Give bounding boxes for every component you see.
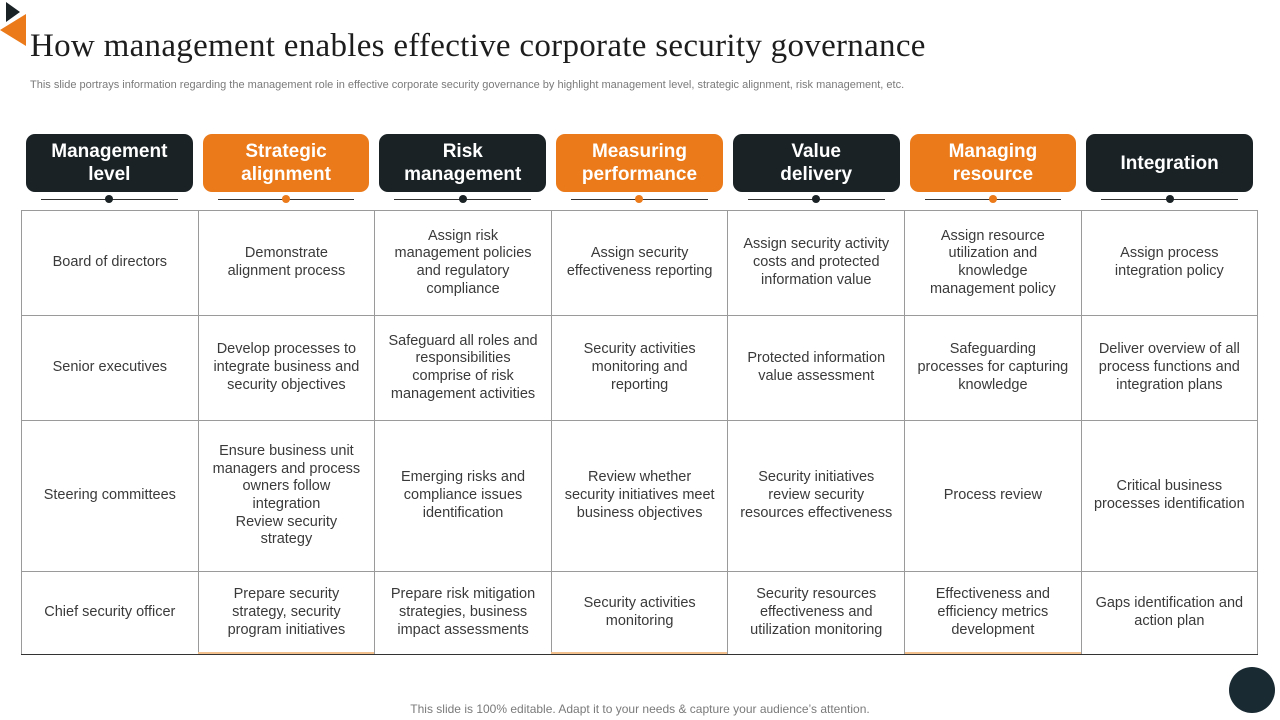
column-header bbox=[905, 134, 1082, 204]
cell-line: Safeguarding bbox=[949, 341, 1036, 358]
cell-line: integration plans bbox=[1116, 376, 1223, 393]
cell-line: Board of directors bbox=[52, 254, 168, 271]
accent-line bbox=[905, 652, 1081, 654]
cell-line: Ensure business unit bbox=[219, 442, 354, 459]
cell-line: managers and process bbox=[212, 460, 361, 477]
cell-line: compliance bbox=[426, 280, 500, 297]
table-cell bbox=[1081, 421, 1257, 572]
cell-line: Steering committees bbox=[43, 487, 176, 504]
cell-line: efficiency metrics bbox=[937, 604, 1049, 621]
cell-line: Review security bbox=[235, 513, 338, 530]
table-row bbox=[22, 316, 1258, 421]
cell-line: Emerging risks and bbox=[400, 469, 526, 486]
table-cell bbox=[728, 316, 905, 421]
column-header bbox=[198, 134, 375, 204]
cell-line: Security initiatives bbox=[758, 469, 875, 486]
cell-line: information value bbox=[761, 271, 872, 288]
header-line: Strategic bbox=[245, 141, 327, 162]
cell-line: processes for capturing bbox=[917, 359, 1069, 376]
cell-line: Gaps identification and bbox=[1095, 595, 1244, 612]
header-connector-dot bbox=[1166, 195, 1174, 203]
cell-line: Process review bbox=[943, 487, 1042, 504]
header-line: Integration bbox=[1120, 152, 1219, 174]
table-cell bbox=[551, 421, 728, 572]
cell-line: resources effectiveness bbox=[740, 504, 893, 521]
header-line: resource bbox=[952, 164, 1034, 185]
accent-line bbox=[551, 652, 727, 654]
header-line: Value bbox=[791, 141, 841, 162]
cell-line: strategies, business bbox=[398, 604, 528, 621]
header-line: management bbox=[404, 164, 522, 185]
column-headers bbox=[21, 134, 1258, 204]
play-arrow-icon bbox=[0, 0, 30, 50]
header-connector-dot bbox=[282, 195, 290, 203]
cell-line: Protected information bbox=[747, 350, 886, 367]
header-connector-dot bbox=[812, 195, 820, 203]
column-header-label bbox=[733, 134, 900, 192]
cell-line: strategy, security bbox=[232, 604, 341, 621]
column-header bbox=[728, 134, 905, 204]
cell-line: Security activities bbox=[583, 341, 696, 358]
header-connector-dot bbox=[105, 195, 113, 203]
table-cell bbox=[1081, 572, 1257, 655]
cell-line: effectiveness and bbox=[759, 604, 873, 621]
cell-line: Demonstrate bbox=[244, 245, 328, 262]
cell-line: Security activities bbox=[583, 595, 696, 612]
cell-line: integration policy bbox=[1114, 263, 1224, 279]
table-cell bbox=[375, 211, 552, 316]
cell-line: Review whether bbox=[588, 469, 692, 486]
cell-line: Assign resource bbox=[940, 227, 1045, 244]
header-connector-dot bbox=[989, 195, 997, 203]
page-subtitle: This slide portrays information regarding the management role in effective corporate security governance by highlight management level, strategic alignment, risk management, etc. bbox=[30, 79, 905, 91]
header-line: performance bbox=[581, 164, 698, 185]
table-cell bbox=[905, 421, 1082, 572]
table-cell bbox=[551, 572, 728, 655]
cell-line: Effectiveness and bbox=[935, 586, 1050, 603]
accent-line bbox=[198, 652, 374, 654]
table-cell bbox=[375, 316, 552, 421]
cell-line: Develop processes to bbox=[216, 341, 357, 358]
cell-line: owners follow bbox=[242, 478, 331, 495]
cell-line: Safeguard all roles and bbox=[388, 332, 538, 349]
cell-line: Chief security officer bbox=[44, 604, 176, 621]
cell-line: and regulatory bbox=[416, 263, 510, 279]
footer-note: This slide is 100% editable. Adapt it to your needs & capture your audience’s attention. bbox=[410, 702, 870, 716]
cell-line: responsibilities bbox=[415, 350, 511, 367]
table-cell bbox=[1081, 211, 1257, 316]
governance-table bbox=[21, 210, 1258, 655]
cell-line: program initiatives bbox=[227, 621, 346, 638]
cell-line: utilization and bbox=[948, 245, 1038, 262]
column-header bbox=[551, 134, 728, 204]
header-line: Risk bbox=[442, 141, 483, 162]
cell-line: alignment process bbox=[227, 263, 346, 279]
cell-line: Senior executives bbox=[52, 359, 168, 376]
cell-line: Deliver overview of all bbox=[1098, 341, 1240, 358]
column-header-label bbox=[26, 134, 193, 192]
cell-line: management activities bbox=[390, 385, 536, 402]
cell-line: value assessment bbox=[758, 368, 875, 384]
cell-line: Assign risk bbox=[427, 227, 499, 244]
cell-line: comprise of risk bbox=[412, 368, 514, 384]
column-header bbox=[1081, 134, 1258, 204]
cell-line: Assign process bbox=[1120, 245, 1219, 262]
row-label-cell bbox=[22, 421, 199, 572]
row-label-cell bbox=[22, 572, 199, 655]
header-connector-dot bbox=[459, 195, 467, 203]
cell-line: Assign security bbox=[590, 245, 689, 262]
cell-line: monitoring and bbox=[591, 359, 688, 376]
table-row bbox=[22, 211, 1258, 316]
header-line: delivery bbox=[780, 164, 853, 185]
cell-line: identification bbox=[422, 504, 504, 521]
table-cell bbox=[198, 421, 375, 572]
table-row bbox=[22, 421, 1258, 572]
column-header-label bbox=[379, 134, 546, 192]
table-cell bbox=[905, 211, 1082, 316]
table-cell bbox=[905, 572, 1082, 655]
table-cell bbox=[728, 572, 905, 655]
table-cell bbox=[551, 316, 728, 421]
column-header bbox=[374, 134, 551, 204]
header-line: Management bbox=[51, 141, 168, 162]
cell-line: Critical business bbox=[1116, 478, 1223, 495]
cell-line: effectiveness reporting bbox=[566, 263, 713, 279]
page-title: How management enables effective corporate security governance bbox=[30, 28, 926, 64]
column-header bbox=[21, 134, 198, 204]
circle-decoration bbox=[1229, 667, 1275, 713]
table-cell bbox=[198, 211, 375, 316]
cell-line: integration bbox=[252, 496, 321, 512]
cell-line: business objectives bbox=[576, 504, 703, 521]
table-cell bbox=[375, 421, 552, 572]
row-label-cell bbox=[22, 211, 199, 316]
cell-line: Security resources bbox=[756, 586, 877, 603]
header-line: alignment bbox=[241, 164, 331, 185]
header-line: Managing bbox=[948, 141, 1038, 162]
table-cell bbox=[728, 211, 905, 316]
header-line: Measuring bbox=[591, 141, 687, 162]
cell-line: integrate business and bbox=[213, 359, 360, 376]
cell-line: action plan bbox=[1134, 613, 1205, 629]
cell-line: costs and protected bbox=[752, 254, 880, 271]
cell-line: Prepare security bbox=[233, 586, 340, 603]
table-cell bbox=[198, 316, 375, 421]
table-cell bbox=[1081, 316, 1257, 421]
column-header-label bbox=[556, 134, 723, 192]
cell-line: management policy bbox=[929, 280, 1056, 297]
cell-line: review security bbox=[768, 487, 865, 504]
header-line: level bbox=[88, 164, 131, 185]
table-cell bbox=[198, 572, 375, 655]
cell-line: strategy bbox=[260, 531, 313, 548]
cell-line: Assign security activity bbox=[743, 236, 890, 253]
cell-line: security initiatives meet bbox=[564, 487, 715, 504]
cell-line: management policies bbox=[394, 245, 532, 262]
header-connector-dot bbox=[635, 195, 643, 203]
column-header-label bbox=[1086, 134, 1253, 192]
cell-line: knowledge bbox=[958, 376, 1028, 393]
column-header-label bbox=[203, 134, 370, 192]
column-header-label bbox=[910, 134, 1077, 192]
row-label-cell bbox=[22, 316, 199, 421]
cell-line: Prepare risk mitigation bbox=[390, 586, 536, 603]
cell-line: security objectives bbox=[227, 376, 346, 393]
cell-line: process functions and bbox=[1098, 359, 1240, 376]
cell-line: impact assessments bbox=[397, 621, 529, 638]
cell-line: processes identification bbox=[1093, 496, 1245, 512]
cell-line: knowledge bbox=[958, 263, 1028, 279]
table-cell bbox=[551, 211, 728, 316]
table-row bbox=[22, 572, 1258, 655]
cell-line: compliance issues bbox=[403, 487, 523, 504]
cell-line: monitoring bbox=[605, 613, 674, 629]
table-cell bbox=[728, 421, 905, 572]
table-cell bbox=[905, 316, 1082, 421]
cell-line: reporting bbox=[611, 376, 669, 393]
table-cell bbox=[375, 572, 552, 655]
cell-line: utilization monitoring bbox=[750, 621, 883, 638]
cell-line: development bbox=[951, 621, 1035, 638]
